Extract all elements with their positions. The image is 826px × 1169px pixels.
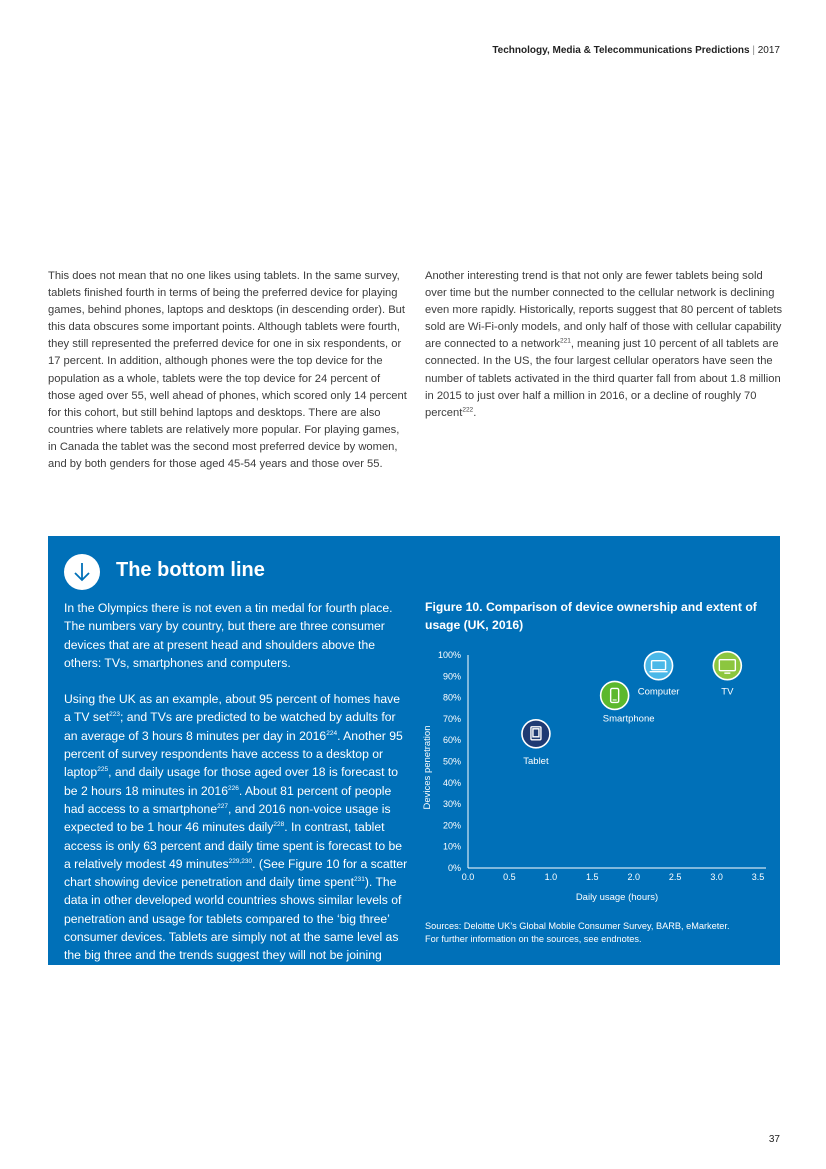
x-tick-label: 1.5 — [586, 872, 599, 882]
right-text-1: Another interesting trend is that not only are fewer tablets being sold over time but the number connected to the cellular network is declining even more rapidly. Historically, reports suggest that 80 percent of tablets sold are Wi-Fi-only models, and only half of those with cellular capability are connected to a network — [425, 270, 783, 351]
endnote-ref[interactable]: 227 — [217, 802, 228, 810]
x-tick-label: 2.5 — [668, 872, 682, 882]
x-axis-label: Daily usage (hours) — [575, 892, 659, 903]
bottom-line-title: The bottom line — [116, 559, 265, 581]
y-tick-label: 10% — [442, 841, 461, 852]
endnote-ref[interactable]: 222 — [462, 406, 474, 414]
scatter-chart — [418, 646, 778, 911]
left-column-text — [48, 268, 408, 473]
down-arrow-icon — [64, 554, 100, 590]
data-point-smartphone — [601, 681, 629, 709]
bottom-line-paragraph-1: In the Olympics there is not even a tin medal for fourth place. The numbers vary by country, but there are three consumer devices that are at present head and shoulders above the others: TVs, smartphones and computers. — [64, 601, 393, 670]
x-tick-label: 2.0 — [627, 872, 640, 882]
y-tick-label: 80% — [442, 692, 461, 703]
header-year: 2017 — [757, 45, 780, 56]
header-separator: | — [752, 45, 755, 56]
point-label: Tablet — [523, 755, 549, 767]
data-point-computer — [645, 652, 673, 680]
point-label: Smartphone — [602, 713, 655, 725]
x-tick-label: 1.0 — [544, 872, 558, 882]
y-tick-label: 40% — [442, 777, 461, 788]
data-point-tablet — [522, 720, 550, 748]
endnote-ref[interactable]: 229,230 — [228, 857, 253, 865]
endnote-ref[interactable]: 226 — [227, 784, 239, 792]
sources-line-1: Sources: Deloitte UK’s Global Mobile Consumer Survey, BARB, eMarketer. — [425, 921, 730, 931]
endnote-ref[interactable]: 225 — [97, 766, 109, 774]
endnote-ref[interactable]: 224 — [326, 729, 338, 737]
y-axis-label: Devices penetration — [422, 725, 433, 810]
endnote-ref[interactable]: 228 — [273, 821, 285, 829]
bottom-line-text — [64, 599, 409, 983]
y-tick-label: 70% — [442, 713, 461, 724]
figure-title: Figure 10. Comparison of device ownership and extent of usage (UK, 2016) — [425, 600, 757, 632]
y-tick-label: 50% — [442, 756, 461, 767]
y-tick-label: 0% — [447, 863, 461, 873]
sources-line-2: For further information on the sources, see endnotes. — [425, 933, 642, 944]
data-point-tv — [713, 652, 741, 680]
point-label: TV — [721, 686, 734, 698]
x-tick-label: 0.5 — [503, 872, 516, 882]
y-tick-label: 30% — [442, 799, 461, 810]
page-header — [492, 45, 780, 56]
x-tick-label: 3.0 — [710, 872, 723, 882]
y-tick-label: 90% — [442, 671, 461, 682]
point-label: Computer — [637, 686, 680, 698]
x-tick-label: 0.0 — [461, 872, 475, 882]
bottom-line-paragraph-2: Using the UK as an example, about 95 percent of homes have a TV set$^{223}$; and TVs are predicted to be watched by adults for an average of 3 hours 8 minutes per day in 2016$^{224}$. Another 95 percent of survey respondents have access to a desktop or laptop$^{225}$, and daily usage for those aged over 18 is forecast to be 2 hours 18 minutes in 2016$^{226}$. About 81 percent of people had access to a smartphone$^{227}$, and 2016 non-voice usage is expected to be 1 hour 46 minutes daily$^{228}$. In contrast, tablet access is only 63 percent and daily time spent is forecast to be a relatively modest 49 minutes$^{229,230}$. (See Figure 10 for a scatter chart showing device penetration and daily time spent$^{231}$). The data in other developed world countries shows similar levels of penetration and usage for tablets compared to the ‘big three’ consumer devices. Tablets are simply not at the same level as the big three and the trends suggest they will not be joining them. — [64, 692, 408, 981]
page-number: 37 — [768, 1134, 780, 1145]
left-paragraph: This does not mean that no one likes using tablets. In the same survey, tablets finished fourth in terms of being the preferred device for playing games, behind phones, laptops and desktops (in descending order). But this data obscures some important points. Although tablets were fourth, they still represented the preferred device for one in six respondents, or 17 percent. In addition, although phones were the top device for the population as a whole, tablets were the top device for 24 percent of those aged over 55, well ahead of phones, which scored only 14 percent for this cohort, but still behind laptops and desktops. There are also countries where tablets are relatively more popular. For playing games, in Canada the tablet was the second most preferred device by women, and by both genders for those aged 45-54 years and those over 55. — [48, 270, 407, 471]
y-tick-label: 100% — [437, 650, 461, 660]
right-text-2: , meaning just 10 percent of all tablets are connected. In the US, the four largest cellular operators have seen the number of tablets activated in the third quarter fall from about 1.8 million in 2015 to just over half a million in 2016, or a decline of roughly 70 percent — [425, 338, 781, 419]
right-text-3: . — [473, 406, 477, 419]
header-title: Technology, Media & Telecommunications Predictions — [492, 45, 750, 56]
y-tick-label: 20% — [442, 820, 461, 831]
endnote-ref[interactable]: 223 — [109, 711, 121, 719]
bottom-line-box — [48, 536, 780, 981]
right-column-text — [425, 268, 785, 422]
x-tick-label: 3.5 — [751, 872, 765, 882]
endnote-ref[interactable]: 221 — [559, 337, 571, 345]
y-tick-label: 60% — [442, 735, 461, 746]
figure-sources — [425, 920, 770, 945]
endnote-ref[interactable]: 231 — [353, 876, 365, 884]
